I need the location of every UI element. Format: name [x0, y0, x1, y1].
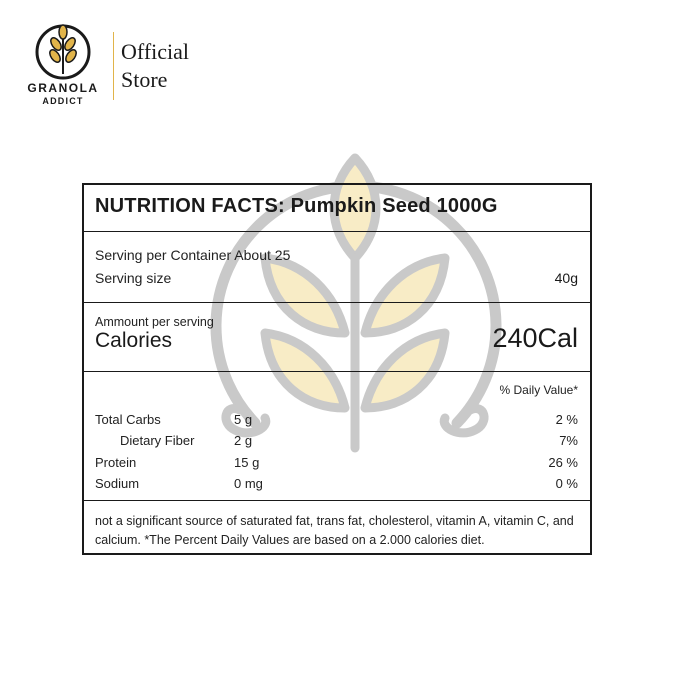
nutrient-name: Total Carbs — [95, 412, 161, 427]
calories-label: Calories — [95, 329, 173, 352]
nutrient-daily-value: 26 % — [548, 455, 578, 470]
calories-row — [84, 303, 590, 372]
nutrient-row-dietary-fiber — [84, 433, 590, 453]
header-divider — [113, 32, 114, 100]
nutrient-daily-value: 7% — [559, 433, 578, 448]
nutrient-name: Protein — [95, 455, 137, 470]
calories-value: 240Cal — [492, 323, 578, 353]
nutrition-title-row — [84, 185, 590, 232]
granola-addict-logo — [22, 16, 104, 108]
nutrient-amount: 5 g — [234, 412, 253, 427]
serving-size-label: Serving size — [95, 270, 172, 286]
nutrient-amount: 0 mg — [234, 476, 263, 491]
nutrient-daily-value: 0 % — [555, 476, 578, 491]
logo-top-text: GRANOLA — [27, 81, 99, 95]
store-line-2: Store — [121, 67, 168, 92]
nutrient-amount: 2 g — [234, 433, 253, 448]
daily-value-header: % Daily Value* — [499, 383, 578, 397]
wheat-logo-icon — [22, 16, 104, 108]
nutrition-facts-panel — [82, 183, 592, 555]
serving-info-row — [84, 232, 590, 303]
footnote-row — [84, 501, 590, 553]
nutrient-row-protein — [84, 455, 590, 475]
nutrient-row-sodium — [84, 476, 590, 496]
nutrient-row-total-carbs — [84, 412, 590, 432]
nutrition-title: NUTRITION FACTS: Pumpkin Seed 1000G — [95, 195, 498, 217]
logo-bottom-text: ADDICT — [42, 96, 84, 106]
nutrients-row — [84, 372, 590, 501]
nutrient-amount: 15 g — [234, 455, 260, 470]
official-store-label — [121, 38, 189, 94]
nutrition-footnote: not a significant source of saturated fat, trans fat, cholesterol, vitamin A, vitamin C, and calcium. *The Percent Daily Values are based on a 2.000 calories diet. — [95, 514, 574, 547]
nutrient-name: Sodium — [95, 476, 140, 491]
serving-size-value: 40g — [554, 270, 578, 286]
store-line-1: Official — [121, 39, 190, 64]
amount-per-serving-label: Ammount per serving — [95, 315, 214, 329]
nutrient-name: Dietary Fiber — [120, 433, 195, 448]
nutrient-daily-value: 2 % — [555, 412, 578, 427]
servings-per-container: Serving per Container About 25 — [95, 247, 291, 263]
